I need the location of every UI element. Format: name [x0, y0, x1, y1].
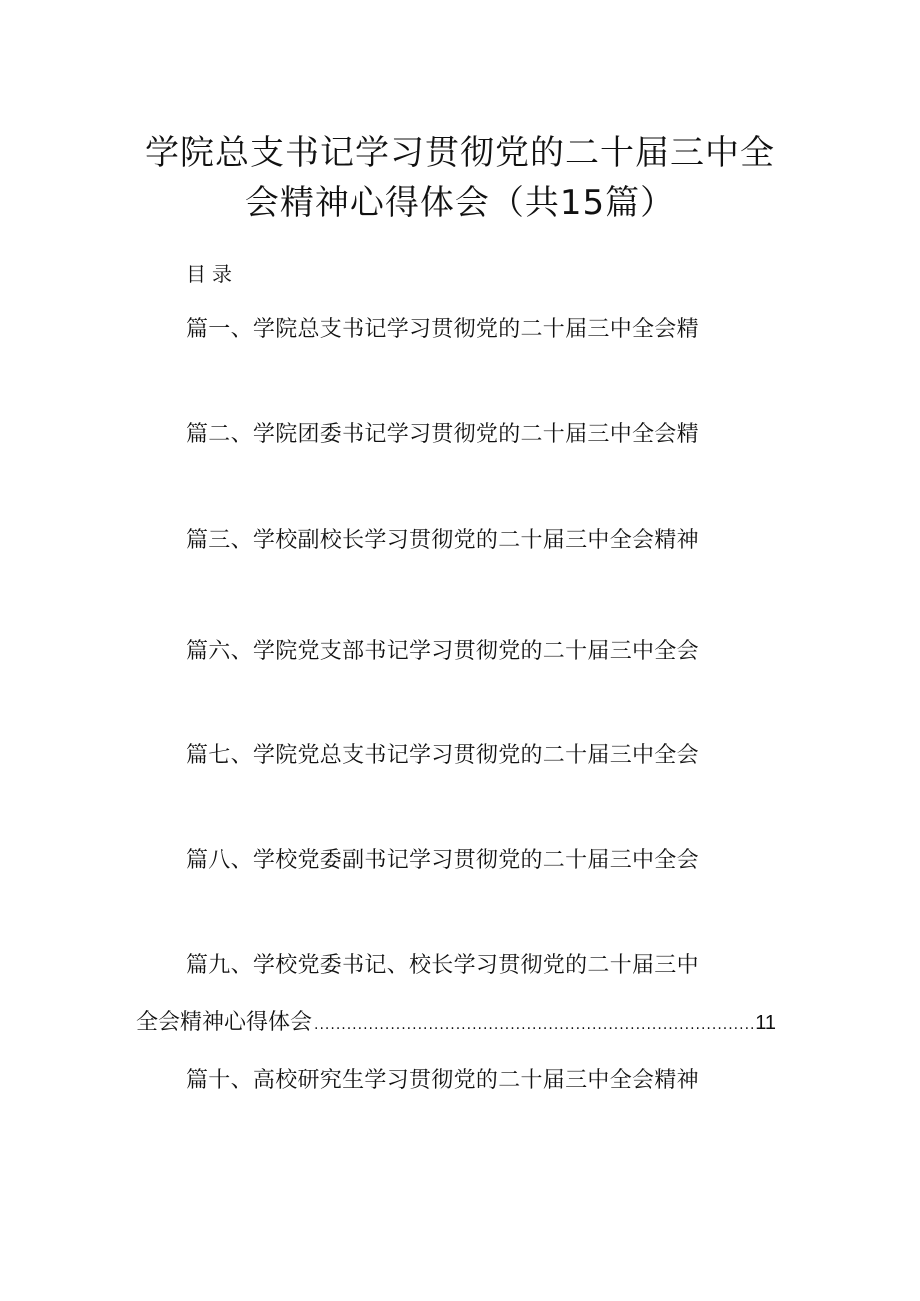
toc-entry-7[interactable]: 篇七、学院党总支书记学习贯彻党的二十届三中全会 — [186, 743, 699, 768]
toc-entry-3[interactable]: 篇三、学校副校长学习贯彻党的二十届三中全会精神 — [186, 528, 699, 553]
toc-entry-9[interactable]: 篇九、学校党委书记、校长学习贯彻党的二十届三中 — [186, 953, 699, 978]
toc-entry-10[interactable]: 篇十、高校研究生学习贯彻党的二十届三中全会精神 — [186, 1068, 699, 1093]
toc-entry-8[interactable]: 篇八、学校党委副书记学习贯彻党的二十届三中全会 — [186, 848, 699, 873]
toc-entry-9-continuation-text: 全会精神心得体会 — [136, 1010, 313, 1035]
document-title-line-2: 会精神心得体会（共15篇） — [244, 183, 676, 223]
toc-heading: 目录 — [186, 262, 238, 286]
toc-page-number: 11 — [755, 1012, 776, 1034]
document-title-line-1: 学院总支书记学习贯彻党的二十届三中全 — [145, 133, 775, 173]
toc-entry-2[interactable]: 篇二、学院团委书记学习贯彻党的二十届三中全会精 — [186, 422, 699, 447]
toc-dot-leader — [314, 1010, 753, 1040]
toc-entry-9-continuation[interactable] — [136, 1008, 776, 1040]
toc-entry-6[interactable]: 篇六、学院党支部书记学习贯彻党的二十届三中全会 — [186, 639, 699, 664]
toc-entry-1[interactable]: 篇一、学院总支书记学习贯彻党的二十届三中全会精 — [186, 317, 699, 342]
